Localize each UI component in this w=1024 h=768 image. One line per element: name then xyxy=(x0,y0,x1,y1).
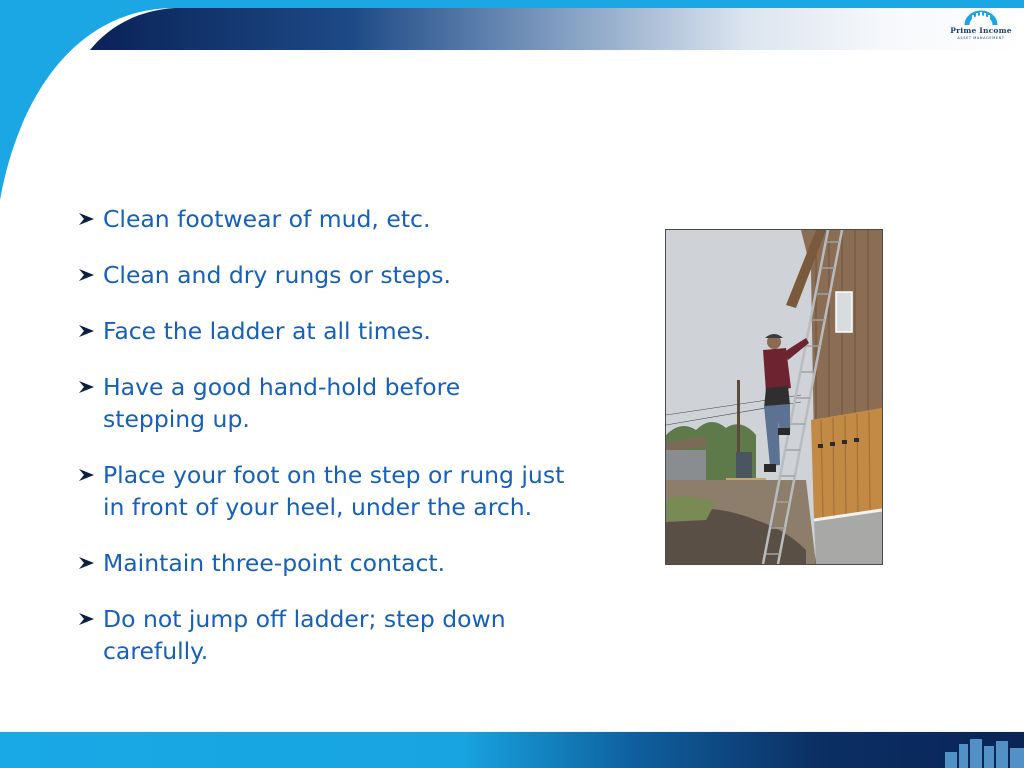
bullet-text: Face the ladder at all times. xyxy=(103,317,431,345)
bullet-item xyxy=(78,315,568,347)
arrow-bullet-icon xyxy=(78,612,96,626)
ladder-photo-illustration xyxy=(666,230,882,564)
bullet-text: Clean footwear of mud, etc. xyxy=(103,205,431,233)
bullet-item xyxy=(78,371,568,435)
bullet-item xyxy=(78,259,568,291)
logo-arch-icon xyxy=(948,10,1014,26)
bullet-text: Place your foot on the step or rung just in front of your heel, under the arch. xyxy=(103,461,565,521)
bullet-item xyxy=(78,547,568,579)
logo-company-name: Prime Income xyxy=(950,26,1012,35)
bullet-text: Clean and dry rungs or steps. xyxy=(103,261,451,289)
arrow-bullet-icon xyxy=(78,468,96,482)
logo-company-subtitle: ASSET MANAGEMENT xyxy=(957,36,1005,40)
arrow-bullet-icon xyxy=(78,556,96,570)
top-gradient-bar xyxy=(90,8,1024,50)
arrow-bullet-icon xyxy=(78,268,96,282)
arrow-bullet-icon xyxy=(78,324,96,338)
bullet-item xyxy=(78,603,568,667)
arrow-bullet-icon xyxy=(78,212,96,226)
bullet-item xyxy=(78,459,568,523)
company-logo xyxy=(948,10,1014,44)
ladder-photo xyxy=(665,229,883,565)
bottom-band xyxy=(0,732,1024,768)
bullet-text: Maintain three-point contact. xyxy=(103,549,446,577)
bullet-item xyxy=(78,203,568,235)
bullet-list xyxy=(78,203,568,691)
bullet-text: Have a good hand-hold before stepping up. xyxy=(103,373,461,433)
bullet-text: Do not jump off ladder; step down carefully. xyxy=(103,605,506,665)
arrow-bullet-icon xyxy=(78,380,96,394)
